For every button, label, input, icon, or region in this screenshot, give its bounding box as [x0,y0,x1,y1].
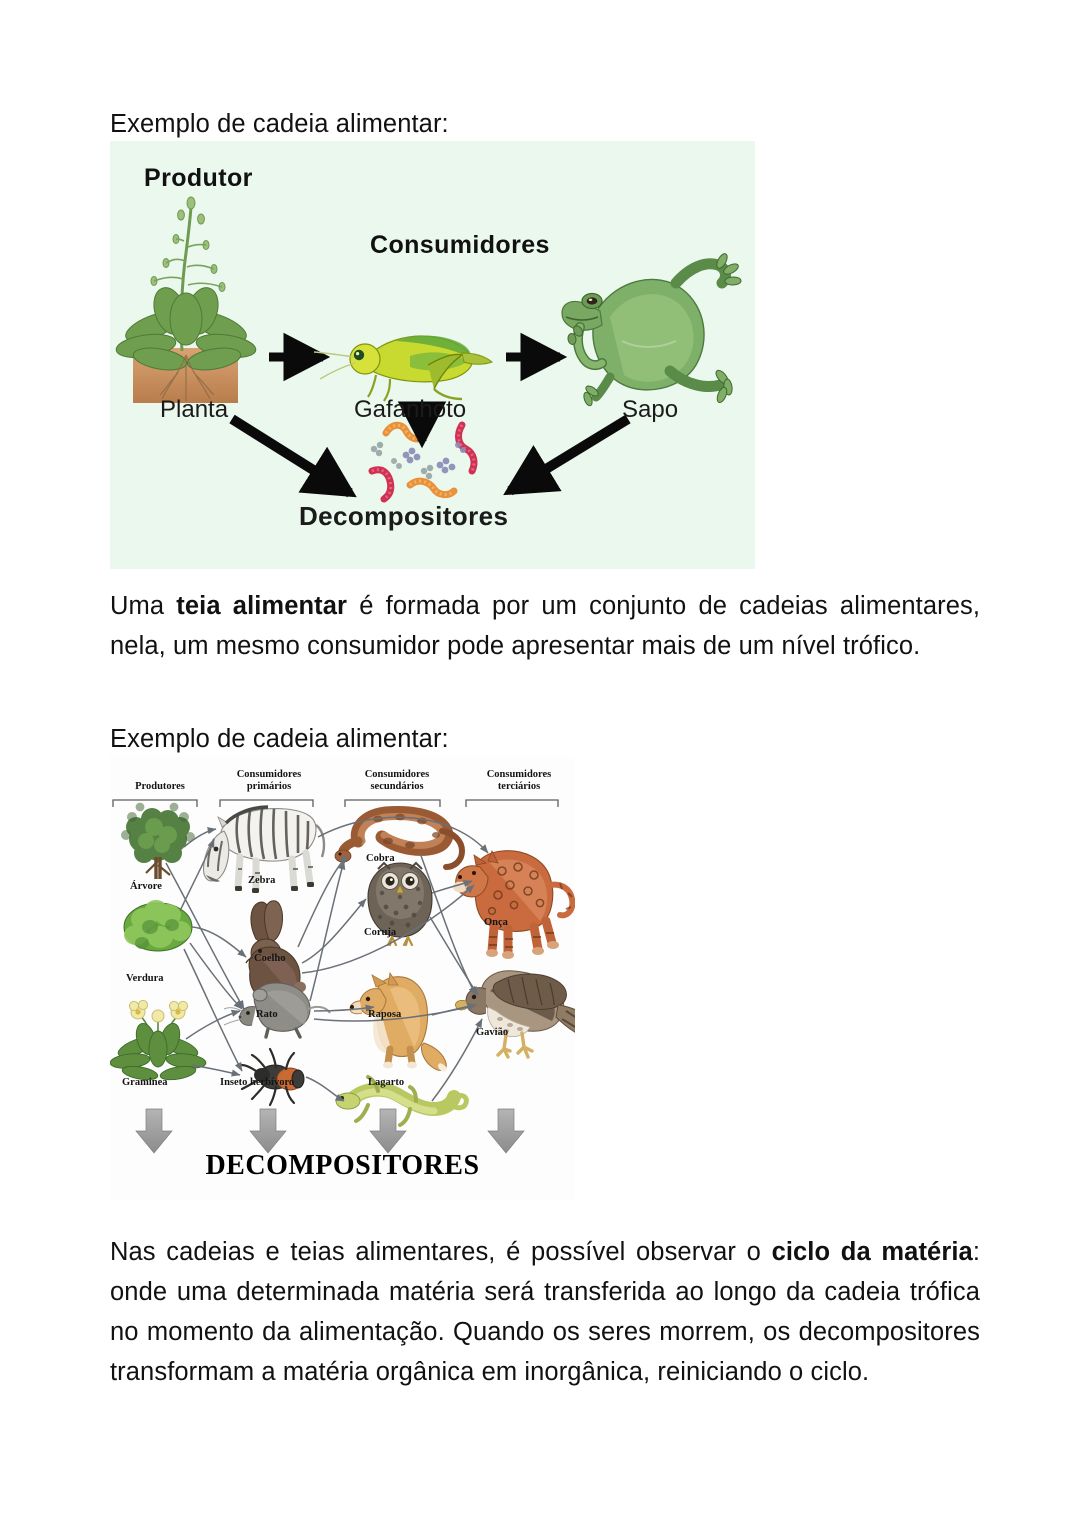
web-column-header-primarios-line2: primários [246,781,292,792]
web-label-raposa: Raposa [368,1009,402,1020]
web-label-zebra: Zebra [248,875,276,886]
hawk-icon [455,971,575,1057]
grasshopper-icon [314,336,492,401]
paragraph-ciclo-bold: ciclo da matéria [771,1238,973,1266]
fox-icon [350,973,447,1072]
frog-icon [562,252,741,407]
web-column-header-produtores: Produtores [135,781,185,792]
decomposer-arrows [136,1109,524,1153]
web-label-coruja: Coruja [364,927,397,938]
web-label-rato: Rato [256,1009,278,1020]
web-column-header-secundarios-line1: Consumidores [364,769,430,780]
paragraph-teia-after: é formada por um conjunto de cadeias alimentares, nela, um mesmo consumidor pode apresentar mais de um nível trófico. [110,592,981,660]
paragraph-teia-alimentar [110,586,980,666]
snake-icon [335,813,462,868]
food-chain-label-planta: Planta [160,396,229,423]
food-chain-label-sapo: Sapo [622,396,679,423]
web-label-onca: Onça [484,917,508,928]
food-chain-label-decompositores: Decompositores [299,501,509,531]
web-label-verdura: Verdura [126,973,164,984]
arrow-planta-decompositores [232,419,350,493]
web-label-lagarto: Lagarto [368,1077,405,1088]
food-chain-heading-producer: Produtor [144,164,253,192]
web-column-header-terciarios-line1: Consumidores [486,769,552,780]
food-chain-heading-consumers: Consumidores [370,231,550,259]
paragraph-teia-bold: teia alimentar [176,592,348,620]
plant-icon [115,197,257,403]
web-label-cobra: Cobra [366,853,395,864]
jaguar-icon [453,851,572,959]
paragraph-ciclo-materia [110,1232,980,1392]
web-column-header-primarios-line1: Consumidores [236,769,302,780]
paragraph-ciclo-after: : onde uma determinada matéria será transferida ao longo da cadeia trófica no momento da alimentação. Quando os seres morrem, os decompositores transformam a matéria orgânica em inorgânica, reiniciando o ciclo. [110,1238,980,1386]
figure-food-web [110,757,575,1200]
food-web-artwork [110,757,575,1200]
arrow-sapo-decompositores [510,419,628,491]
paragraph-teia-before: Uma [110,592,177,620]
figure-food-chain [110,141,755,569]
food-chain-label-gafanhoto: Gafanhoto [354,396,467,423]
web-label-arvore: Árvore [130,881,162,892]
web-column-header-terciarios-line2: terciários [497,781,541,792]
caption-exemplo-1: Exemplo de cadeia alimentar: [110,110,449,138]
web-label-inseto: Inseto herbívoro [220,1077,295,1088]
grass-flower-icon [110,1000,207,1082]
web-label-graminea: Graminea [122,1077,168,1088]
column-brackets [113,800,558,807]
web-label-coelho: Coelho [254,953,286,964]
web-column-header-secundarios-line2: secundários [370,781,424,792]
paragraph-ciclo-before: Nas cadeias e teias alimentares, é possível observar o [110,1238,772,1266]
web-decomposers-title: DECOMPOSITORES [205,1150,480,1181]
tree-icon [121,803,195,879]
caption-exemplo-2: Exemplo de cadeia alimentar: [110,725,449,753]
web-label-gaviao: Gavião [476,1027,509,1038]
